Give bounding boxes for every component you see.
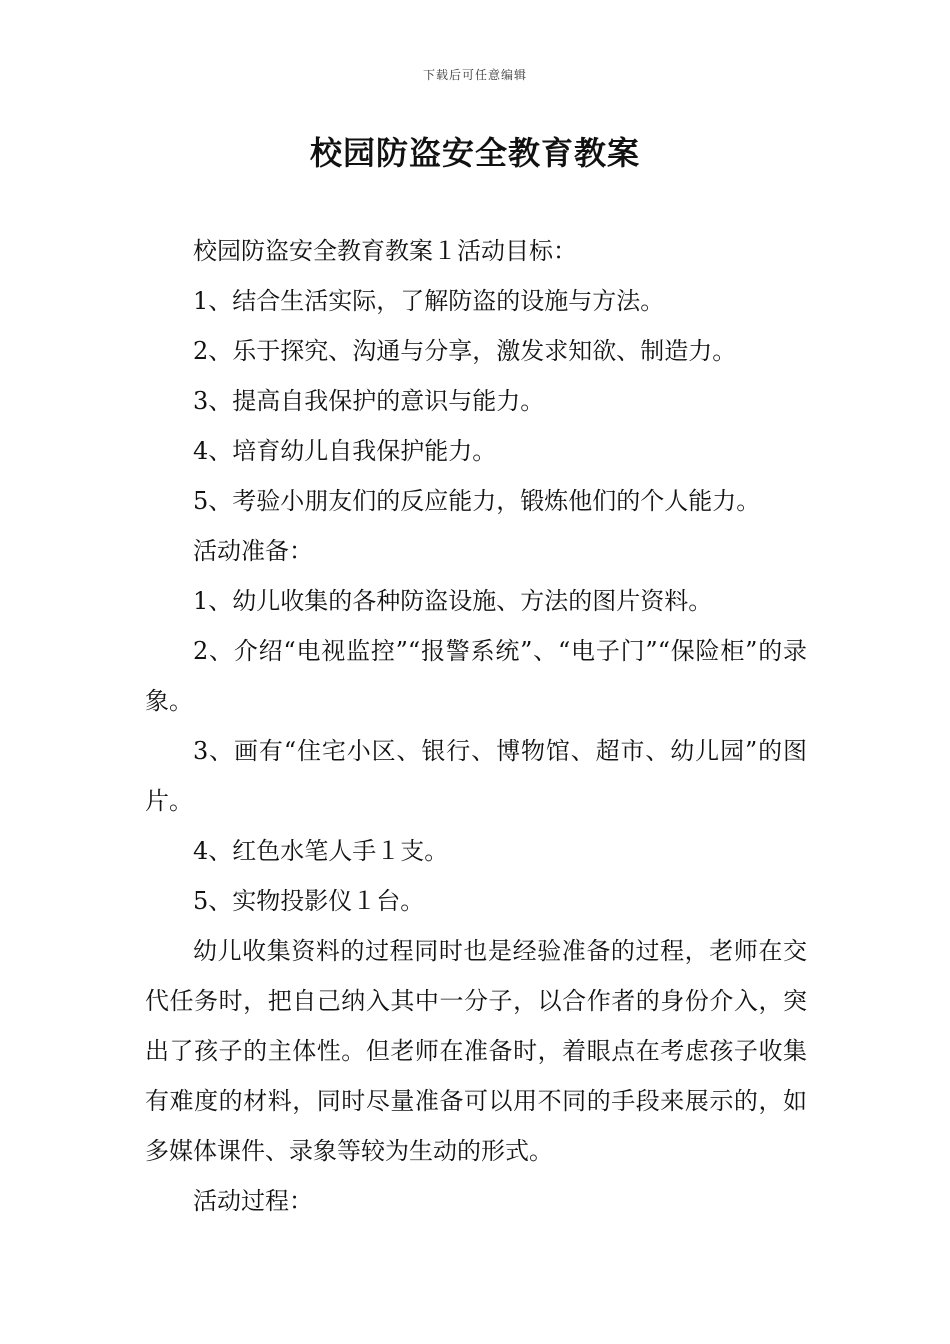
- paragraph-process-heading: 活动过程：: [193, 1187, 313, 1215]
- paragraph-goal-4: 4、培育幼儿自我保护能力。: [193, 437, 497, 465]
- paragraph-prep-explanation: 幼儿收集资料的过程同时也是经验准备的过程，老师在交代任务时，把自己纳入其中一分子，以合作者的身份介入，突出了孩子的主体性。但老师在准备时，着眼点在考虑孩子收集有难度的材料，同时尽量准备可以用不同的手段来展示的，如多媒体课件、录象等较为生动的形式。: [145, 937, 807, 1165]
- paragraph-goal-5: 5、考验小朋友们的反应能力，锻炼他们的个人能力。: [193, 487, 761, 515]
- paragraph-intro-goals: 校园防盗安全教育教案１活动目标：: [193, 237, 577, 265]
- paragraph-prep-4: 4、红色水笔人手１支。: [193, 837, 449, 865]
- paragraph-prep-3: 3、画有“住宅小区、银行、博物馆、超市、幼儿园”的图片。: [145, 737, 807, 815]
- paragraph-prep-2: 2、介绍“电视监控”“报警系统”、“电子门”“保险柜”的录象。: [145, 637, 807, 715]
- header-note: 下载后可任意编辑: [422, 68, 527, 82]
- paragraph-goal-2: 2、乐于探究、沟通与分享，激发求知欲、制造力。: [193, 337, 737, 365]
- document-body: [145, 226, 807, 1226]
- paragraph-prep-1: 1、幼儿收集的各种防盗设施、方法的图片资料。: [193, 587, 713, 615]
- paragraph-goal-1: 1、结合生活实际，了解防盗的设施与方法。: [193, 287, 665, 315]
- paragraph-preparation-heading: 活动准备：: [193, 537, 313, 565]
- paragraph-goal-3: 3、提高自我保护的意识与能力。: [193, 387, 545, 415]
- paragraph-prep-5: 5、实物投影仪１台。: [193, 887, 425, 915]
- document-title: 校园防盗安全教育教案: [309, 134, 640, 172]
